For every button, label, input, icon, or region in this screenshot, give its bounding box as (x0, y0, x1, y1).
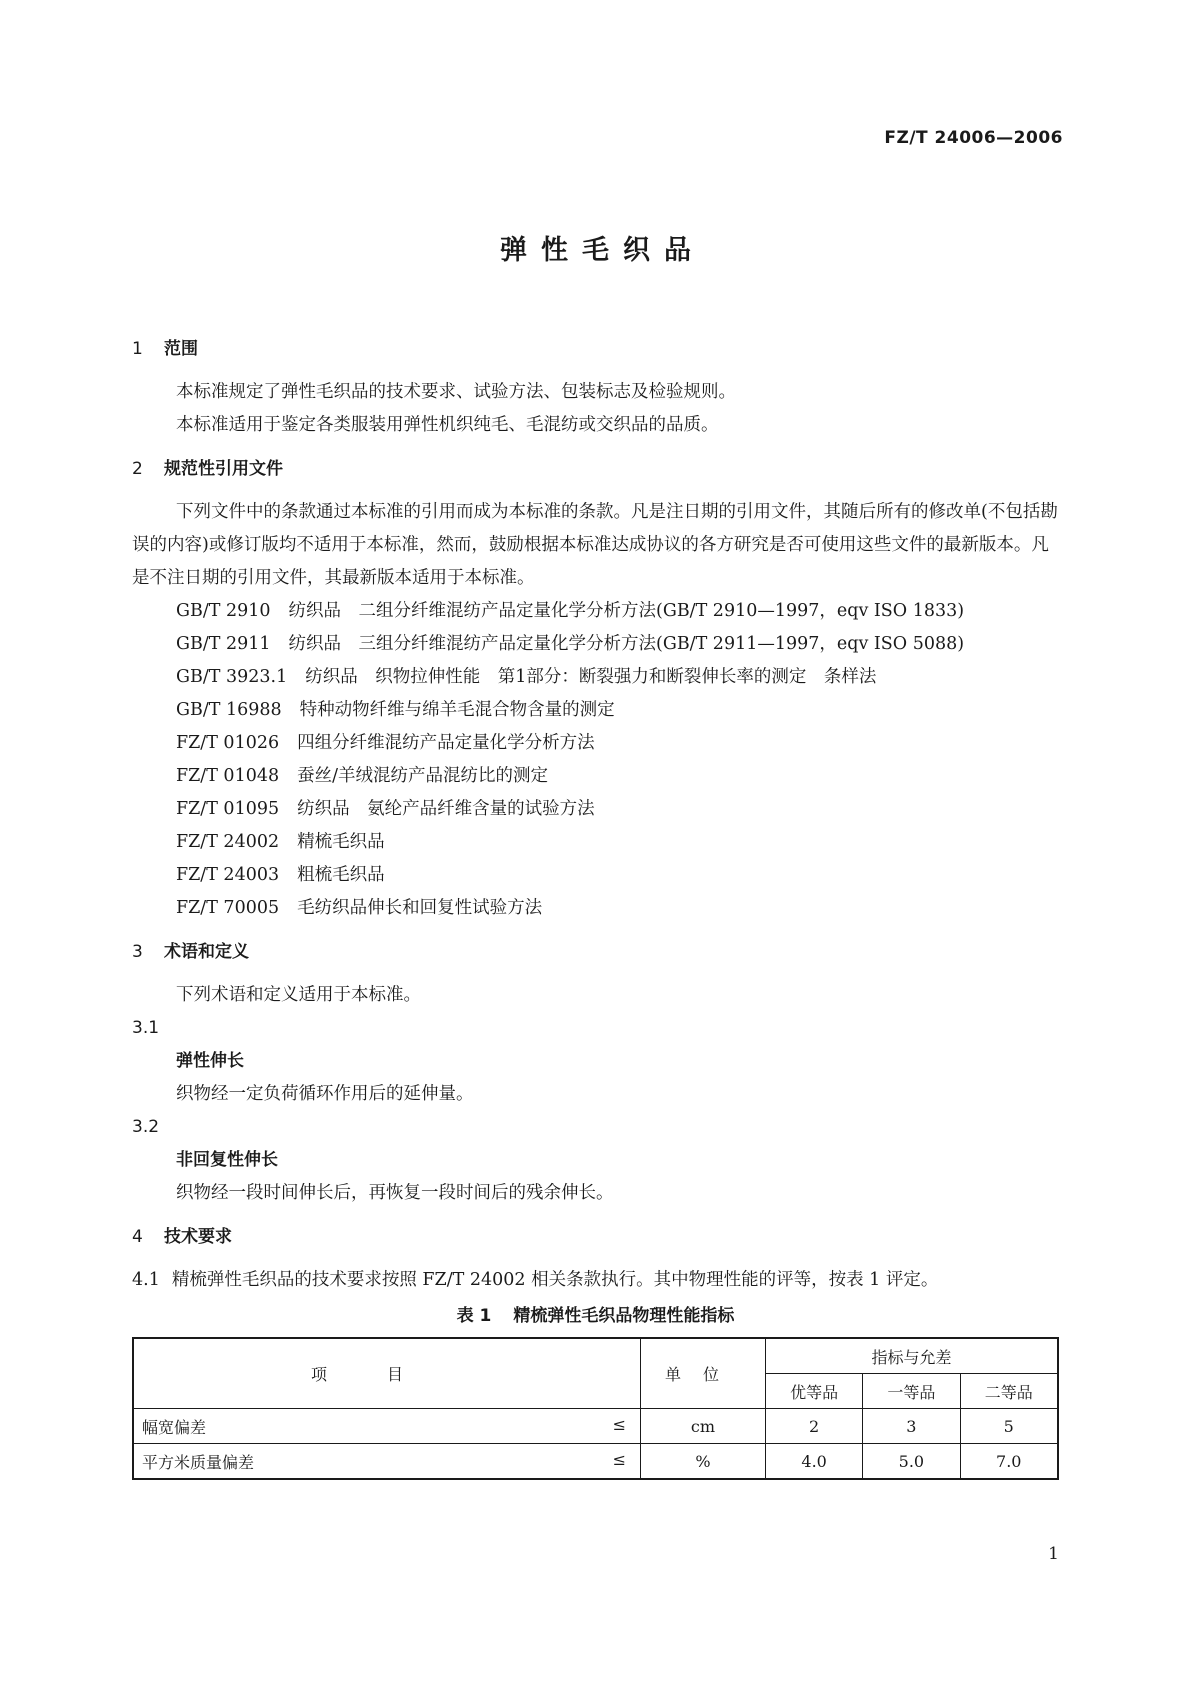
table-caption (132, 1301, 1059, 1331)
reference-item (132, 892, 1059, 925)
reference-title: 精梳毛织品 (297, 832, 385, 852)
row-operator: ≤ (612, 1414, 626, 1434)
reference-code: GB/T 2910 (176, 601, 271, 621)
reference-title: 纺织品 织物拉伸性能 第1部分：断裂强力和断裂伸长率的测定 条样法 (305, 667, 877, 687)
reference-item (132, 727, 1059, 760)
reference-title: 粗梳毛织品 (297, 865, 385, 885)
reference-item (132, 760, 1059, 793)
reference-item (132, 859, 1059, 892)
term-definition: 织物经一段时间伸长后，再恢复一段时间后的残余伸长。 (176, 1183, 614, 1203)
paragraph: 下列文件中的条款通过本标准的引用而成为本标准的条款。凡是注日期的引用文件，其随后所有的修改单(不包括勘误的内容)或修订版均不适用于本标准，然而，鼓励根据本标准达成协议的各方研究是否可使用这些文件的最新版本。凡是不注日期的引用文件，其最新版本适用于本标准。 (132, 502, 1058, 588)
row-item: 平方米质量偏差 (142, 1452, 255, 1472)
row-value: 4.0 (766, 1444, 863, 1480)
section-number: 4 (132, 1227, 143, 1247)
reference-title: 毛纺织品伸长和回复性试验方法 (297, 898, 543, 918)
reference-code: GB/T 16988 (176, 700, 282, 720)
row-value: 5 (960, 1409, 1058, 1444)
reference-item (132, 661, 1059, 694)
header-grade: 一等品 (863, 1374, 960, 1409)
clause-4-1 (132, 1264, 1059, 1297)
term-number: 3.1 (132, 1018, 160, 1038)
reference-list (132, 595, 1059, 925)
section-3-heading (132, 933, 1059, 971)
row-item-cell (133, 1409, 641, 1444)
header-item: 项目 (133, 1338, 641, 1409)
section-title: 范围 (164, 339, 198, 359)
term-name: 弹性伸长 (176, 1051, 244, 1071)
reference-item (132, 826, 1059, 859)
reference-title: 特种动物纤维与绵羊毛混合物含量的测定 (299, 700, 615, 720)
reference-code: FZ/T 70005 (176, 898, 280, 918)
reference-code: FZ/T 01095 (176, 799, 280, 819)
row-item: 幅宽偏差 (142, 1417, 207, 1437)
row-value: 3 (863, 1409, 960, 1444)
section-number: 1 (132, 339, 143, 359)
section-1-heading (132, 330, 1059, 368)
table-row (133, 1444, 1058, 1480)
clause-text: 精梳弹性毛织品的技术要求按照 FZ/T 24002 相关条款执行。其中物理性能的评等，按表 1 评定。 (171, 1270, 939, 1290)
reference-title: 蚕丝/羊绒混纺产品混纺比的测定 (297, 766, 549, 786)
reference-item (132, 628, 1059, 661)
row-unit: % (641, 1444, 766, 1480)
term-number: 3.2 (132, 1117, 160, 1137)
reference-code: FZ/T 24003 (176, 865, 280, 885)
page-number: 1 (1048, 1544, 1059, 1564)
reference-title: 纺织品 三组分纤维混纺产品定量化学分析方法(GB/T 2911—1997，eqv ISO 5088) (288, 634, 965, 654)
paragraph: 本标准适用于鉴定各类服装用弹性机织纯毛、毛混纺或交织品的品质。 (176, 415, 719, 435)
physical-properties-table (132, 1337, 1059, 1480)
section-4-heading (132, 1218, 1059, 1256)
header-unit: 单位 (641, 1338, 766, 1409)
clause-number: 4.1 (132, 1270, 160, 1290)
row-value: 5.0 (863, 1444, 960, 1480)
paragraph: 下列术语和定义适用于本标准。 (176, 985, 421, 1005)
reference-item (132, 595, 1059, 628)
section-title: 规范性引用文件 (164, 459, 283, 479)
row-value: 2 (766, 1409, 863, 1444)
reference-item (132, 793, 1059, 826)
row-unit: cm (641, 1409, 766, 1444)
document-body (132, 330, 1059, 1480)
row-operator: ≤ (612, 1449, 626, 1469)
reference-code: FZ/T 01026 (176, 733, 280, 753)
term-name: 非回复性伸长 (176, 1150, 278, 1170)
row-item-cell (133, 1444, 641, 1480)
header-grade: 二等品 (960, 1374, 1058, 1409)
section-2-heading (132, 450, 1059, 488)
reference-item (132, 694, 1059, 727)
table-title: 精梳弹性毛织品物理性能指标 (513, 1306, 735, 1326)
header-group: 指标与允差 (766, 1338, 1059, 1374)
reference-code: GB/T 2911 (176, 634, 271, 654)
table-number: 表 1 (456, 1306, 492, 1326)
document-title: 弹性毛织品 (500, 235, 705, 266)
row-value: 7.0 (960, 1444, 1058, 1480)
standard-code: FZ/T 24006—2006 (884, 128, 1063, 148)
table-header-row (133, 1338, 1058, 1374)
section-title: 技术要求 (164, 1227, 232, 1247)
header-grade: 优等品 (766, 1374, 863, 1409)
term-definition: 织物经一定负荷循环作用后的延伸量。 (176, 1084, 474, 1104)
section-number: 2 (132, 459, 143, 479)
reference-title: 四组分纤维混纺产品定量化学分析方法 (297, 733, 595, 753)
reference-code: FZ/T 01048 (176, 766, 280, 786)
reference-code: FZ/T 24002 (176, 832, 280, 852)
section-number: 3 (132, 942, 143, 962)
paragraph: 本标准规定了弹性毛织品的技术要求、试验方法、包装标志及检验规则。 (176, 382, 736, 402)
reference-title: 纺织品 二组分纤维混纺产品定量化学分析方法(GB/T 2910—1997，eqv ISO 1833) (288, 601, 965, 621)
section-title: 术语和定义 (164, 942, 249, 962)
reference-code: GB/T 3923.1 (176, 667, 288, 687)
reference-title: 纺织品 氨纶产品纤维含量的试验方法 (297, 799, 595, 819)
table-row (133, 1409, 1058, 1444)
